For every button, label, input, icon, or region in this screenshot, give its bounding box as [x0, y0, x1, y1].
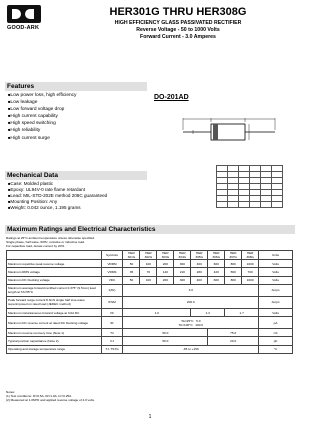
logo-text: GOOD-ARK	[7, 25, 40, 31]
table-cell: Typical junction capacitance (Note 2)	[7, 337, 102, 345]
table-row	[7, 260, 293, 268]
table-cell: 600	[208, 276, 225, 284]
table-row	[7, 284, 293, 296]
subtitle-product: HIGH EFFICIENCY GLASS PASSIVATED RECTIFIER	[114, 20, 242, 26]
table-cell: 1.0	[123, 308, 191, 316]
table-cell: Maximum DC blocking voltage	[7, 276, 102, 284]
table-header-cell: HER 302G	[140, 251, 157, 260]
features-heading: Features	[5, 82, 147, 91]
table-cell: Maximum reverse recovery time (Note 1)	[7, 329, 102, 337]
note-item: (2) Measured at 1.0MHz and applied reverse voltage of 4.0 volts.	[6, 398, 95, 402]
table-cell: 300	[174, 260, 191, 268]
table-cell: Amps	[259, 284, 293, 296]
table-cell: 700	[242, 268, 259, 276]
table-cell: Maximum DC reverse current at rated DC blocking voltage	[7, 317, 102, 329]
package-outline-diagram	[153, 104, 293, 162]
table-row	[7, 276, 293, 284]
table-cell: 280	[191, 268, 208, 276]
ratings-heading: Maximum Ratings and Electrical Characteristics	[5, 225, 295, 234]
table-header-cell: HER 303G	[157, 251, 174, 260]
table-row	[7, 329, 293, 337]
table-cell: VRMS	[101, 268, 123, 276]
table-cell: Volts	[259, 260, 293, 268]
table-cell: 100	[140, 260, 157, 268]
table-cell-value: 5.0	[196, 318, 201, 323]
table-header-cell: Units	[259, 251, 293, 260]
table-row	[7, 296, 293, 308]
mechanical-item: ■ Case: Molded plastic	[8, 181, 148, 187]
table-cell: 50.0	[123, 337, 208, 345]
table-cell: Maximum RMS voltage	[7, 268, 102, 276]
table-header-row	[7, 251, 293, 260]
table-cell: Maximum average forward rectified current 0.375" (9.5mm) lead length at TA=55°C	[7, 284, 102, 296]
table-cell: Trr	[101, 329, 123, 337]
table-header-cell: HER 301G	[123, 251, 140, 260]
table-cell	[123, 317, 259, 329]
table-header-cell: HER 304G	[174, 251, 191, 260]
table-header-cell: HER 308G	[242, 251, 259, 260]
subtitle-current: Forward Current - 3.0 Amperes	[140, 34, 216, 40]
table-cell: Maximum instantaneous forward voltage at 3.0A DC	[7, 308, 102, 316]
dimensions-table	[216, 165, 283, 208]
feature-item: ■ Low forward voltage drop	[8, 106, 76, 113]
table-cell: 1.7	[225, 308, 259, 316]
condition-line: Ratings at 25°C ambient temperature unless otherwise specified.	[6, 236, 95, 240]
mechanical-item: ■ Lead: MIL-STD-202E method 208C guaranteed	[8, 193, 148, 199]
table-cell: VRRM	[101, 260, 123, 268]
mechanical-heading: Mechanical Data	[5, 171, 147, 180]
table-cell: 75.0	[208, 329, 259, 337]
table-header-cell	[7, 251, 102, 260]
mechanical-item: ■ Weight: 0.042 ounce, 1.195 grams	[8, 205, 148, 211]
table-cell: -65 to +150	[123, 345, 259, 353]
table-row	[7, 345, 293, 353]
table-cell: 400	[191, 260, 208, 268]
table-header-cell: Symbols	[101, 251, 123, 260]
table-cell: Volts	[259, 268, 293, 276]
page-number: 1	[148, 414, 152, 420]
table-cell: VDC	[101, 276, 123, 284]
table-cell: 560	[225, 268, 242, 276]
table-cell: TJ, TSTG	[101, 345, 123, 353]
table-cell: 800	[225, 260, 242, 268]
table-cell-value: 100.0	[195, 322, 204, 327]
table-cell: pF	[259, 337, 293, 345]
table-cell: 200	[157, 260, 174, 268]
condition-label: TA=100°C	[178, 322, 193, 327]
table-cell: 3.0	[123, 284, 259, 296]
feature-item: ■ High speed switching	[8, 120, 76, 127]
feature-item: ■ High current surge	[8, 135, 76, 142]
table-cell: IR	[101, 317, 123, 329]
condition-line: Single phase, half wave, 60Hz, resistive or inductive load.	[6, 240, 85, 244]
table-row	[7, 317, 293, 329]
ratings-conditions	[6, 236, 95, 248]
table-cell: 20.0	[208, 337, 259, 345]
table-cell: 200.0	[123, 296, 259, 308]
page-title: HER301G THRU HER308G	[109, 6, 247, 18]
feature-item: ■ High reliability	[8, 127, 76, 134]
table-cell: 400	[191, 276, 208, 284]
table-cell: 600	[208, 260, 225, 268]
note-item: (1) Test conditions: IF=0.5A, IR=1.0A, Irr=0.25A.	[6, 394, 73, 398]
table-cell: 100	[140, 276, 157, 284]
table-cell: 1000	[242, 260, 259, 268]
table-cell: µA	[259, 317, 293, 329]
table-cell: Amps	[259, 296, 293, 308]
table-cell: 70	[140, 268, 157, 276]
table-row	[7, 337, 293, 345]
table-cell: 200	[157, 276, 174, 284]
table-cell: °C	[259, 345, 293, 353]
feature-item: ■ High current capability	[8, 113, 76, 120]
condition-line: For capacitive load, derate current by 20%.	[6, 244, 65, 248]
table-cell: VF	[101, 308, 123, 316]
table-cell: nS	[259, 329, 293, 337]
table-cell: 300	[174, 276, 191, 284]
table-cell: Peak forward surge current 8.3mS single half sine-wave superimposed on rated load (JEDEC method)	[7, 296, 102, 308]
condition-label: TA=25°C	[181, 318, 194, 323]
table-cell: IFSM	[101, 296, 123, 308]
feature-item: ■ Low leakage	[8, 99, 76, 106]
notes-heading: Notes:	[6, 390, 15, 394]
notes-block	[6, 390, 95, 402]
feature-item: ■ Low power loss, high efficiency	[8, 92, 76, 99]
table-cell: 50.0	[123, 329, 208, 337]
ratings-table	[6, 250, 293, 354]
condition-row-100	[124, 323, 257, 327]
table-cell: 50	[123, 260, 140, 268]
table-cell: I(AV)	[101, 284, 123, 296]
table-cell: 210	[174, 268, 191, 276]
table-cell: 35	[123, 268, 140, 276]
mechanical-item: ■ Epoxy: UL94V-0 rate flame retardant	[8, 187, 148, 193]
table-row	[7, 268, 293, 276]
table-cell: Volts	[259, 308, 293, 316]
company-logo	[7, 5, 47, 31]
table-cell: 420	[208, 268, 225, 276]
features-list	[8, 92, 76, 142]
subtitle-block	[62, 20, 294, 41]
table-cell: Maximum repetitive peak reverse voltage	[7, 260, 102, 268]
table-cell: 800	[225, 276, 242, 284]
table-cell: 1000	[242, 276, 259, 284]
table-cell: Operating and storage temperature range	[7, 345, 102, 353]
table-header-cell: HER 305G	[191, 251, 208, 260]
logo-mark-icon	[7, 5, 41, 23]
mechanical-item: ■ Mounting Position: Any	[8, 199, 148, 205]
package-label: DO-201AD	[154, 94, 189, 101]
table-cell: 50	[123, 276, 140, 284]
table-header-cell: HER 306G	[208, 251, 225, 260]
table-cell: CJ	[101, 337, 123, 345]
subtitle-voltage: Reverse Voltage - 50 to 1000 Volts	[136, 27, 220, 33]
table-cell: Volts	[259, 276, 293, 284]
table-row	[7, 308, 293, 316]
table-header-cell: HER 307G	[225, 251, 242, 260]
table-cell: 1.3	[191, 308, 225, 316]
table-cell: 140	[157, 268, 174, 276]
mechanical-list	[8, 181, 148, 211]
